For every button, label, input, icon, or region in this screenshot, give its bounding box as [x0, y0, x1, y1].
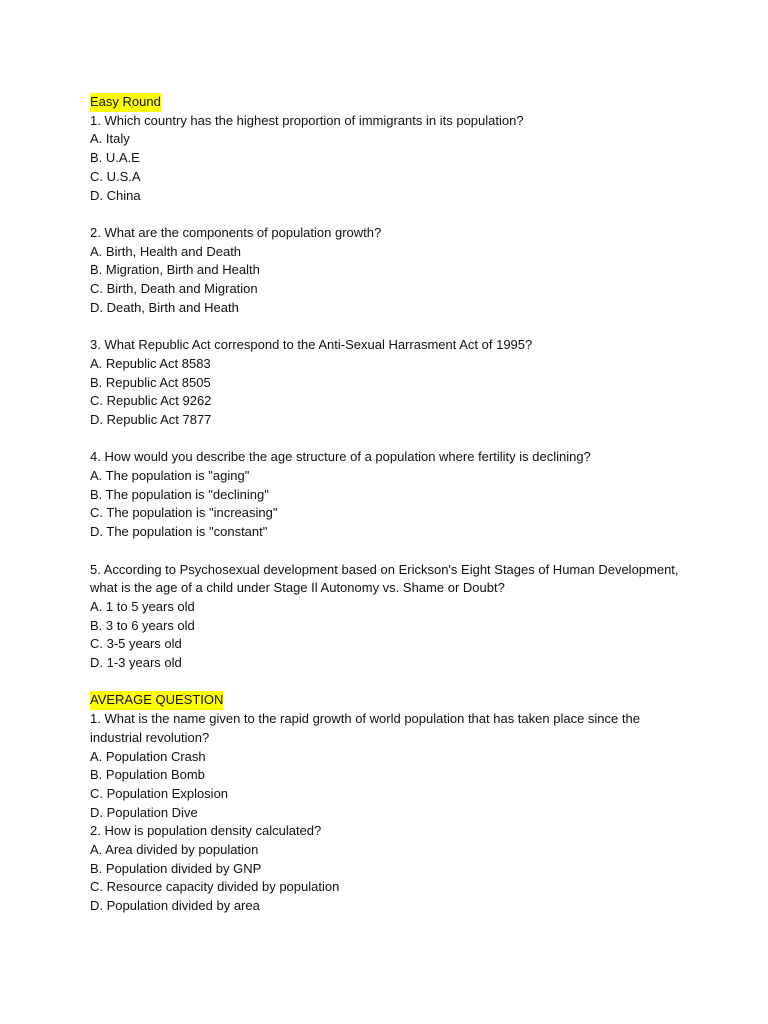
answer-option: C. The population is "increasing" [90, 505, 278, 521]
answer-option: C. Resource capacity divided by population [90, 879, 340, 895]
answer-option: A. Birth, Health and Death [90, 243, 242, 259]
question-text: 2. What are the components of population growth? [90, 224, 382, 240]
answer-option: A. The population is "aging" [90, 468, 250, 484]
answer-option: B. U.A.E [90, 150, 140, 166]
answer-option: D. Death, Birth and Heath [90, 299, 239, 315]
quiz-content [90, 93, 679, 916]
spacer [90, 542, 670, 561]
question-text: 3. What Republic Act correspond to the Anti-Sexual Harrasment Act of 1995? [90, 337, 533, 353]
answer-option: D. The population is "constant" [90, 524, 268, 540]
answer-option: D. Republic Act 7877 [90, 411, 212, 427]
average-question-heading-row [90, 691, 670, 710]
answer-option: B. Republic Act 8505 [90, 374, 211, 390]
easy-round-heading: Easy Round [90, 93, 161, 112]
answer-option: B. 3 to 6 years old [90, 617, 195, 633]
answer-option: C. U.S.A [90, 168, 141, 184]
answer-option: D. China [90, 187, 141, 203]
question-text: 4. How would you describe the age structure of a population where fertility is declining? [90, 449, 591, 465]
question-text: what is the age of a child under Stage Il Autonomy vs. Shame or Doubt? [90, 580, 505, 596]
answer-option: A. Area divided by population [90, 842, 259, 858]
answer-option: A. 1 to 5 years old [90, 598, 195, 614]
answer-option: B. The population is "declining" [90, 486, 269, 502]
answer-option: B. Population divided by GNP [90, 860, 262, 876]
easy-round-heading-row [90, 93, 670, 112]
question-text: 5. According to Psychosexual development based on Erickson's Eight Stages of Human Development, [90, 561, 679, 577]
answer-option: C. Birth, Death and Migration [90, 281, 258, 297]
question-text: 1. Which country has the highest proportion of immigrants in its population? [90, 112, 524, 128]
answer-option: B. Population Bomb [90, 767, 205, 783]
answer-option: D. 1-3 years old [90, 655, 182, 671]
spacer [90, 317, 670, 336]
answer-option: D. Population divided by area [90, 898, 260, 914]
answer-option: A. Italy [90, 131, 130, 147]
question-text: 1. What is the name given to the rapid growth of world population that has taken place since the [90, 711, 640, 727]
answer-option: C. Population Explosion [90, 785, 229, 801]
answer-option: A. Republic Act 8583 [90, 355, 211, 371]
spacer [90, 205, 670, 224]
answer-option: B. Migration, Birth and Health [90, 262, 260, 278]
answer-option: D. Population Dive [90, 804, 198, 820]
spacer [90, 673, 670, 692]
answer-option: A. Population Crash [90, 748, 206, 764]
question-text: industrial revolution? [90, 729, 210, 745]
average-question-heading: AVERAGE QUESTION [90, 691, 223, 710]
spacer [90, 430, 670, 449]
answer-option: C. Republic Act 9262 [90, 393, 212, 409]
answer-option: C. 3-5 years old [90, 636, 182, 652]
question-text: 2. How is population density calculated? [90, 823, 322, 839]
